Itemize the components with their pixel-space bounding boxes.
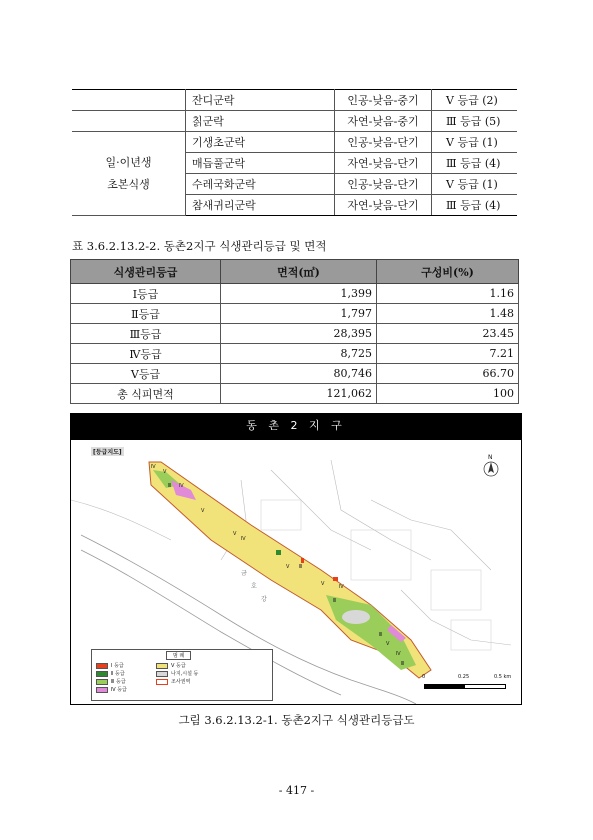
community-cell: 참새귀리군락 (186, 195, 335, 216)
zone-label: Ⅲ (299, 564, 303, 570)
type-cell: 인공-낮음-단기 (335, 174, 432, 195)
area-cell: 80,746 (221, 364, 377, 384)
ratio-cell: 23.45 (377, 324, 519, 344)
road-line (271, 470, 371, 550)
community-cell: 수레국화군락 (186, 174, 335, 195)
table-header-row (71, 260, 519, 284)
scale-label: 0.25 (458, 674, 470, 680)
building-block (351, 530, 411, 580)
header-grade: 식생관리등급 (71, 260, 221, 284)
grade-cell: 총 식피면적 (71, 384, 221, 404)
group-label-line2: 초본식생 (107, 177, 150, 191)
area-cell: 8,725 (221, 344, 377, 364)
vegetation-grade-table (72, 89, 517, 216)
grade-cell: Ⅴ등급 (71, 364, 221, 384)
north-label: N (488, 454, 493, 461)
group-label-line1: 일·이년생 (105, 155, 152, 169)
table-row (71, 304, 519, 324)
legend-label: Ⅳ 등급 (111, 687, 127, 693)
area-cell: 28,395 (221, 324, 377, 344)
map-legend (91, 649, 273, 701)
table-row (71, 324, 519, 344)
zone-label: Ⅴ (386, 641, 390, 647)
type-cell: 자연-낮음-단기 (335, 195, 432, 216)
legend-swatch (96, 679, 108, 685)
vegetation-grade-map (70, 413, 522, 705)
ratio-cell: 1.48 (377, 304, 519, 324)
ratio-cell: 66.70 (377, 364, 519, 384)
figure-caption: 그림 3.6.2.13.2-1. 동촌2지구 식생관리등급도 (178, 713, 415, 727)
type-cell: 자연-낮음-중기 (335, 111, 432, 132)
table-caption: 표 3.6.2.13.2-2. 동촌2지구 식생관리등급 및 면적 (72, 239, 327, 253)
map-title: 동 촌 2 지 구 (71, 414, 521, 440)
legend-label: Ⅰ 등급 (111, 663, 124, 669)
legend-swatch (156, 679, 168, 685)
community-cell: 잔디군락 (186, 90, 335, 111)
grade-cell: Ⅴ 등급 (1) (432, 132, 518, 153)
area-cell: 1,797 (221, 304, 377, 324)
legend-label: Ⅴ 등급 (171, 663, 186, 669)
zone-label: Ⅴ (233, 531, 237, 537)
ratio-cell: 7.21 (377, 344, 519, 364)
zone-label: Ⅴ (286, 564, 290, 570)
legend-item (156, 670, 198, 677)
group-cell (72, 132, 186, 216)
table-row (71, 364, 519, 384)
table-row-total (71, 384, 519, 404)
table-row (72, 111, 517, 132)
header-area: 면적(㎡) (221, 260, 377, 284)
zone-grade-i (301, 558, 304, 563)
zone-label: Ⅳ (151, 464, 156, 470)
zone-facility (342, 610, 370, 624)
legend-label: 나지,시설 등 (171, 671, 199, 677)
grade-cell: Ⅴ 등급 (2) (432, 90, 518, 111)
legend-item (96, 662, 124, 669)
type-cell: 인공-낮음-중기 (335, 90, 432, 111)
area-cell: 1,399 (221, 284, 377, 304)
zone-label: Ⅴ (321, 581, 325, 587)
zone-label: Ⅲ (401, 661, 405, 667)
scale-label: 0 (422, 674, 426, 680)
page-number: - 417 - (278, 784, 315, 797)
legend-item (96, 670, 125, 677)
group-cell (72, 111, 186, 132)
ratio-cell: 100 (377, 384, 519, 404)
road-line (331, 460, 431, 560)
grade-cell: Ⅲ 등급 (4) (432, 153, 518, 174)
river-label: 호 (251, 583, 257, 590)
river-label: 금 (241, 570, 247, 577)
building-block (261, 500, 301, 530)
building-block (431, 570, 481, 610)
grade-cell: Ⅲ등급 (71, 324, 221, 344)
zone-label: Ⅴ (163, 469, 167, 475)
zone-label: Ⅳ (241, 536, 246, 542)
grade-cell: Ⅲ 등급 (4) (432, 195, 518, 216)
community-cell: 기생초군락 (186, 132, 335, 153)
legend-label: 조사권역 (171, 679, 191, 685)
legend-title: 범 례 (166, 651, 191, 660)
legend-label: Ⅱ 등급 (111, 671, 125, 677)
table-row (72, 132, 517, 153)
road-line (371, 500, 491, 570)
zone-label: Ⅲ (168, 483, 172, 489)
zone-label: Ⅲ (379, 632, 383, 638)
legend-swatch (96, 687, 108, 693)
road-line (401, 590, 511, 645)
map-inner-label: [등급지도] (93, 449, 122, 456)
legend-label: Ⅲ 등급 (111, 679, 126, 685)
header-ratio: 구성비(%) (377, 260, 519, 284)
zone-label: Ⅳ (179, 483, 184, 489)
road-line (71, 500, 171, 540)
legend-swatch (96, 671, 108, 677)
north-arrow-icon (488, 462, 494, 473)
area-cell: 121,062 (221, 384, 377, 404)
grade-cell: Ⅴ 등급 (1) (432, 174, 518, 195)
grade-cell: Ⅰ등급 (71, 284, 221, 304)
ratio-cell: 1.16 (377, 284, 519, 304)
scale-bar-graphic (424, 684, 506, 689)
community-cell: 매듭풀군락 (186, 153, 335, 174)
community-cell: 칡군락 (186, 111, 335, 132)
zone-grade-ii (276, 550, 281, 555)
scale-label: 0.5 km (494, 674, 512, 680)
grade-cell: Ⅲ 등급 (5) (432, 111, 518, 132)
grade-cell: Ⅱ등급 (71, 304, 221, 324)
type-cell: 자연-낮음-단기 (335, 153, 432, 174)
table-row (71, 284, 519, 304)
area-table (70, 259, 519, 404)
zone-label: Ⅳ (396, 651, 401, 657)
river-label: 강 (261, 596, 267, 603)
legend-swatch (156, 663, 168, 669)
table-row (72, 90, 517, 111)
type-cell: 인공-낮음-단기 (335, 132, 432, 153)
zone-label: Ⅴ (201, 508, 205, 514)
legend-item (156, 678, 190, 685)
building-block (451, 620, 491, 650)
legend-item (96, 686, 127, 693)
zone-label: Ⅳ (339, 584, 344, 590)
zone-label: Ⅲ (333, 598, 337, 604)
legend-swatch (96, 663, 108, 669)
table-row (71, 344, 519, 364)
group-cell (72, 90, 186, 111)
zone-grade-i (333, 577, 338, 581)
legend-item (156, 662, 186, 669)
grade-cell: Ⅳ등급 (71, 344, 221, 364)
legend-swatch (156, 671, 168, 677)
legend-item (96, 678, 126, 685)
